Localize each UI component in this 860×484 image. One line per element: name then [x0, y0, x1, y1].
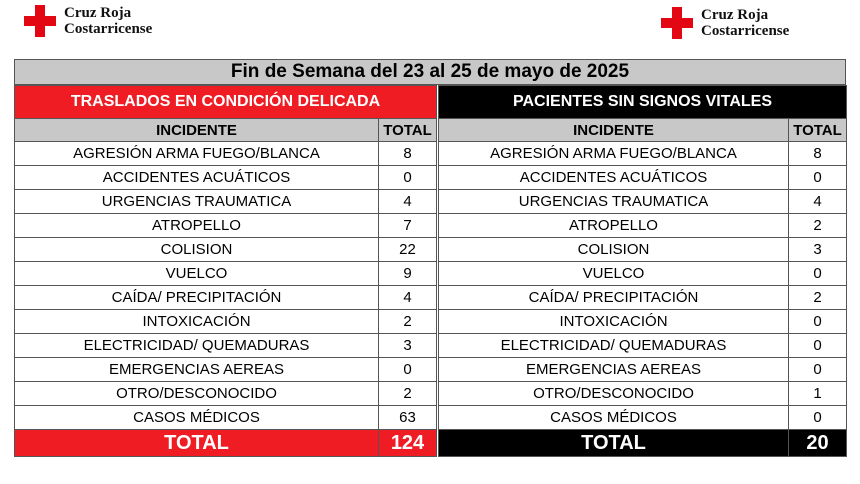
incident-cell: CASOS MÉDICOS: [15, 406, 379, 430]
total-cell: 0: [379, 358, 437, 382]
total-label: TOTAL: [15, 430, 379, 457]
incident-cell: VUELCO: [15, 262, 379, 286]
total-cell: 2: [789, 286, 847, 310]
incident-cell: OTRO/DESCONOCIDO: [15, 382, 379, 406]
total-label: TOTAL: [439, 430, 789, 457]
delicate-transfers-table: [14, 85, 437, 457]
table-row: [439, 262, 847, 286]
table-row: [439, 142, 847, 166]
logo-line1: Cruz Roja: [701, 7, 769, 23]
incident-cell: COLISION: [439, 238, 789, 262]
table-row: [439, 382, 847, 406]
column-header-total: TOTAL: [789, 119, 847, 142]
incident-cell: INTOXICACIÓN: [15, 310, 379, 334]
table-row: [15, 142, 437, 166]
total-cell: 3: [789, 238, 847, 262]
total-value: 124: [379, 430, 437, 457]
table-row: [15, 334, 437, 358]
table-row: [15, 166, 437, 190]
total-cell: 2: [379, 382, 437, 406]
total-cell: 0: [379, 166, 437, 190]
incident-cell: AGRESIÓN ARMA FUEGO/BLANCA: [439, 142, 789, 166]
incident-cell: AGRESIÓN ARMA FUEGO/BLANCA: [15, 142, 379, 166]
column-header-total: TOTAL: [379, 119, 437, 142]
table-row: [15, 190, 437, 214]
table-row: [439, 286, 847, 310]
total-value: 20: [789, 430, 847, 457]
total-cell: 7: [379, 214, 437, 238]
total-cell: 1: [789, 382, 847, 406]
table-row: [439, 238, 847, 262]
section-heading: PACIENTES SIN SIGNOS VITALES: [439, 86, 847, 119]
incident-cell: ACCIDENTES ACUÁTICOS: [15, 166, 379, 190]
logo-line2: Costarricense: [701, 23, 790, 39]
incident-cell: CASOS MÉDICOS: [439, 406, 789, 430]
logo-text-right: [701, 7, 789, 39]
incident-cell: ATROPELLO: [439, 214, 789, 238]
total-cell: 4: [379, 286, 437, 310]
red-cross-icon: [24, 5, 56, 37]
total-cell: 4: [379, 190, 437, 214]
incident-cell: ELECTRICIDAD/ QUEMADURAS: [439, 334, 789, 358]
incident-cell: CAÍDA/ PRECIPITACIÓN: [439, 286, 789, 310]
total-cell: 2: [379, 310, 437, 334]
table-row: [15, 214, 437, 238]
incident-cell: ELECTRICIDAD/ QUEMADURAS: [15, 334, 379, 358]
total-cell: 0: [789, 262, 847, 286]
table-row: [15, 286, 437, 310]
total-cell: 0: [789, 310, 847, 334]
total-cell: 3: [379, 334, 437, 358]
table-row: [15, 310, 437, 334]
logo-line1: Cruz Roja: [64, 5, 132, 21]
no-vital-signs-table: [438, 85, 847, 457]
report-title: Fin de Semana del 23 al 25 de mayo de 2025: [14, 59, 846, 85]
table-row: [439, 334, 847, 358]
table-row: [15, 382, 437, 406]
table-row: [15, 406, 437, 430]
table-row: [15, 358, 437, 382]
total-cell: 63: [379, 406, 437, 430]
logo-text-left: [64, 5, 152, 37]
incident-cell: ACCIDENTES ACUÁTICOS: [439, 166, 789, 190]
column-header-incident: INCIDENTE: [15, 119, 379, 142]
total-cell: 8: [379, 142, 437, 166]
cruz-roja-logo-right: [661, 7, 789, 39]
total-cell: 4: [789, 190, 847, 214]
incident-cell: EMERGENCIAS AEREAS: [439, 358, 789, 382]
incident-cell: COLISION: [15, 238, 379, 262]
red-cross-icon: [661, 7, 693, 39]
table-row: [439, 358, 847, 382]
table-row: [15, 262, 437, 286]
total-cell: 0: [789, 406, 847, 430]
section-heading: TRASLADOS EN CONDICIÓN DELICADA: [15, 86, 437, 119]
column-header-incident: INCIDENTE: [439, 119, 789, 142]
incident-cell: URGENCIAS TRAUMATICA: [15, 190, 379, 214]
incident-cell: VUELCO: [439, 262, 789, 286]
table-row: [439, 166, 847, 190]
total-cell: 0: [789, 334, 847, 358]
table-row: [439, 190, 847, 214]
total-cell: 22: [379, 238, 437, 262]
table-row: [439, 214, 847, 238]
incident-cell: ATROPELLO: [15, 214, 379, 238]
total-cell: 0: [789, 166, 847, 190]
incident-cell: INTOXICACIÓN: [439, 310, 789, 334]
table-row: [439, 310, 847, 334]
total-cell: 9: [379, 262, 437, 286]
logo-line2: Costarricense: [64, 21, 153, 37]
incident-cell: CAÍDA/ PRECIPITACIÓN: [15, 286, 379, 310]
incident-cell: OTRO/DESCONOCIDO: [439, 382, 789, 406]
cruz-roja-logo-left: [24, 5, 152, 37]
table-row: [15, 238, 437, 262]
total-cell: 0: [789, 358, 847, 382]
incident-cell: EMERGENCIAS AEREAS: [15, 358, 379, 382]
table-row: [439, 406, 847, 430]
incident-cell: URGENCIAS TRAUMATICA: [439, 190, 789, 214]
total-cell: 8: [789, 142, 847, 166]
total-cell: 2: [789, 214, 847, 238]
